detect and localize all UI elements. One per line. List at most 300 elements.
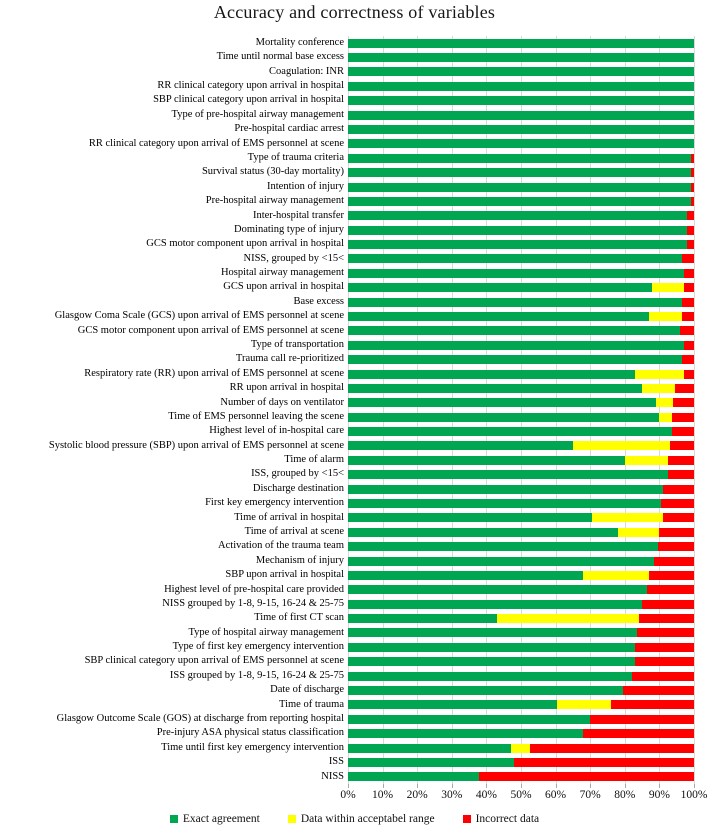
bar-segment-incorrect [623, 686, 694, 695]
bar-track [348, 744, 694, 753]
bar-segment-incorrect [635, 657, 694, 666]
bar-row [0, 482, 709, 496]
bar-segment-within-range [497, 614, 639, 623]
legend-item [463, 813, 540, 825]
bar-row [0, 266, 709, 280]
bar-track [348, 39, 694, 48]
row-label: Highest level of pre-hospital care provided [164, 583, 344, 595]
bar-track [348, 398, 694, 407]
row-label: Hospital airway management [220, 267, 344, 279]
bar-segment-exact-agreement [348, 96, 694, 105]
bar-segment-within-range [592, 513, 663, 522]
bar-segment-exact-agreement [348, 154, 691, 163]
row-label: Date of discharge [270, 684, 344, 696]
bar-segment-within-range [557, 700, 611, 709]
bar-segment-exact-agreement [348, 139, 694, 148]
bar-track [348, 600, 694, 609]
bar-track [348, 542, 694, 551]
bar-row [0, 281, 709, 295]
legend-label: Data within acceptabel range [300, 813, 435, 825]
bar-segment-incorrect [642, 600, 694, 609]
bar-segment-exact-agreement [348, 355, 682, 364]
row-label: Time of trauma [279, 698, 344, 710]
row-label: Pre-injury ASA physical status classification [156, 727, 344, 739]
bar-segment-exact-agreement [348, 211, 687, 220]
bar-track [348, 772, 694, 781]
bar-row [0, 726, 709, 740]
bar-row [0, 525, 709, 539]
bar-track [348, 183, 694, 192]
bar-row [0, 410, 709, 424]
legend-label: Exact agreement [182, 813, 260, 825]
bar-row [0, 309, 709, 323]
bar-segment-exact-agreement [348, 456, 625, 465]
bar-row [0, 396, 709, 410]
x-tick-mark [452, 784, 453, 788]
bar-segment-incorrect [514, 758, 694, 767]
bar-segment-incorrect [668, 456, 694, 465]
row-label: Pre-hospital airway management [205, 195, 344, 207]
bar-segment-exact-agreement [348, 528, 618, 537]
row-label: NISS grouped by 1-8, 9-15, 16-24 & 25-75 [162, 597, 344, 609]
bar-row [0, 223, 709, 237]
bar-segment-exact-agreement [348, 672, 632, 681]
row-label: Type of trauma criteria [247, 152, 344, 163]
bar-track [348, 269, 694, 278]
bar-segment-exact-agreement [348, 557, 654, 566]
legend-swatch-icon [170, 815, 178, 823]
bar-segment-within-range [625, 456, 668, 465]
bar-segment-incorrect [684, 370, 694, 379]
bar-segment-incorrect [637, 628, 694, 637]
row-label: Time until normal base excess [216, 51, 344, 63]
x-tick-mark [590, 784, 591, 788]
bar-segment-incorrect [687, 211, 694, 220]
bar-row [0, 439, 709, 453]
bar-track [348, 499, 694, 508]
bar-segment-incorrect [691, 168, 694, 177]
x-tick-label: 30% [441, 789, 463, 801]
bar-row [0, 65, 709, 79]
row-label: RR upon arrival in hospital [229, 382, 344, 394]
bar-segment-incorrect [670, 441, 694, 450]
row-label: First key emergency intervention [205, 497, 344, 509]
bar-track [348, 427, 694, 436]
bar-segment-incorrect [479, 772, 694, 781]
bar-row [0, 539, 709, 553]
bar-segment-incorrect [675, 384, 694, 393]
bar-segment-exact-agreement [348, 700, 557, 709]
bar-row [0, 640, 709, 654]
bar-segment-incorrect [663, 485, 694, 494]
bar-segment-incorrect [611, 700, 694, 709]
bar-track [348, 513, 694, 522]
bar-segment-exact-agreement [348, 614, 497, 623]
bar-segment-exact-agreement [348, 715, 590, 724]
bar-segment-exact-agreement [348, 729, 583, 738]
bar-segment-incorrect [663, 513, 694, 522]
bar-segment-exact-agreement [348, 125, 694, 134]
bar-segment-incorrect [682, 254, 694, 263]
bar-row [0, 554, 709, 568]
bar-segment-incorrect [687, 226, 694, 235]
bar-track [348, 226, 694, 235]
bar-segment-exact-agreement [348, 53, 694, 62]
bar-row [0, 755, 709, 769]
bar-segment-exact-agreement [348, 398, 656, 407]
row-label: Time of EMS personnel leaving the scene [168, 410, 344, 422]
bar-track [348, 470, 694, 479]
row-label: Trauma call re-prioritized [235, 353, 344, 365]
bar-segment-incorrect [654, 557, 694, 566]
bar-segment-exact-agreement [348, 585, 647, 594]
row-label: GCS motor component upon arrival in hospital [146, 238, 344, 250]
bar-segment-exact-agreement [348, 441, 573, 450]
bar-segment-incorrect [590, 715, 694, 724]
bar-track [348, 67, 694, 76]
row-label: ISS, grouped by <15< [251, 468, 344, 480]
x-tick-label: 100% [680, 789, 708, 801]
bar-row [0, 50, 709, 64]
row-label: Glasgow Coma Scale (GCS) upon arrival of EMS personnel at scene [54, 310, 344, 322]
row-label: GCS upon arrival in hospital [223, 281, 344, 293]
bar-row [0, 655, 709, 669]
bar-track [348, 341, 694, 350]
bar-track [348, 628, 694, 637]
row-label: Respiratory rate (RR) upon arrival of EMS personnel at scene [84, 367, 344, 379]
bar-track [348, 758, 694, 767]
bar-segment-within-range [649, 312, 682, 321]
bar-segment-exact-agreement [348, 485, 663, 494]
row-label: NISS, grouped by <15< [243, 252, 344, 264]
bar-segment-incorrect [530, 744, 694, 753]
bar-segment-exact-agreement [348, 269, 684, 278]
bar-row [0, 683, 709, 697]
row-label: Base excess [293, 295, 344, 307]
bar-track [348, 96, 694, 105]
bar-segment-incorrect [672, 413, 694, 422]
bar-row [0, 79, 709, 93]
bar-segment-exact-agreement [348, 542, 658, 551]
bar-segment-exact-agreement [348, 772, 479, 781]
bar-row [0, 698, 709, 712]
bar-segment-incorrect [682, 312, 694, 321]
row-label: Time of alarm [284, 454, 344, 466]
bar-segment-within-range [511, 744, 530, 753]
row-label: Number of days on ventilator [220, 396, 344, 408]
x-tick-label: 0% [340, 789, 356, 801]
row-label: Type of transportation [250, 339, 344, 350]
bar-segment-exact-agreement [348, 111, 694, 120]
bar-segment-exact-agreement [348, 657, 635, 666]
row-label: Type of hospital airway management [188, 626, 344, 638]
row-label: Highest level of in-hospital care [209, 425, 344, 437]
bar-track [348, 154, 694, 163]
row-label: Discharge destination [252, 482, 344, 494]
bar-segment-incorrect [687, 240, 694, 249]
bar-row [0, 583, 709, 597]
bar-segment-exact-agreement [348, 600, 642, 609]
bar-row [0, 367, 709, 381]
row-label: ISS [328, 756, 344, 768]
x-tick-mark [417, 784, 418, 788]
bar-row [0, 568, 709, 582]
bar-segment-incorrect [668, 470, 694, 479]
bar-row [0, 108, 709, 122]
bar-row [0, 669, 709, 683]
bar-segment-exact-agreement [348, 283, 652, 292]
bar-segment-incorrect [673, 398, 694, 407]
bar-segment-incorrect [647, 585, 694, 594]
bar-segment-incorrect [691, 154, 694, 163]
row-label: GCS motor component upon arrival of EMS personnel at scene [77, 324, 344, 336]
bar-segment-incorrect [583, 729, 694, 738]
bar-segment-incorrect [682, 355, 694, 364]
row-label: Survival status (30-day mortality) [201, 166, 344, 178]
bar-track [348, 441, 694, 450]
bar-segment-exact-agreement [348, 341, 684, 350]
row-label: SBP upon arrival in hospital [225, 569, 344, 581]
row-label: ISS grouped by 1-8, 9-15, 16-24 & 25-75 [169, 669, 344, 681]
bar-row [0, 209, 709, 223]
legend-swatch-icon [288, 815, 296, 823]
bar-track [348, 240, 694, 249]
bar-row [0, 180, 709, 194]
bar-track [348, 53, 694, 62]
bar-row [0, 453, 709, 467]
bar-segment-exact-agreement [348, 298, 682, 307]
row-label: SBP clinical category upon arrival of EMS personnel at scene [84, 655, 344, 667]
bar-segment-incorrect [649, 571, 694, 580]
bar-segment-exact-agreement [348, 628, 637, 637]
row-label: Type of pre-hospital airway management [171, 108, 344, 120]
bar-row [0, 94, 709, 108]
x-tick-label: 60% [545, 789, 567, 801]
bar-segment-incorrect [684, 283, 694, 292]
bar-segment-exact-agreement [348, 758, 514, 767]
bar-segment-incorrect [661, 499, 694, 508]
bar-track [348, 413, 694, 422]
bar-track [348, 82, 694, 91]
bar-segment-exact-agreement [348, 384, 642, 393]
x-tick-mark [659, 784, 660, 788]
bar-segment-incorrect [632, 672, 694, 681]
row-label: NISS [321, 770, 344, 782]
bar-track [348, 729, 694, 738]
bar-segment-exact-agreement [348, 312, 649, 321]
bar-segment-exact-agreement [348, 499, 661, 508]
bar-segment-exact-agreement [348, 427, 672, 436]
bar-track [348, 298, 694, 307]
bar-track [348, 211, 694, 220]
bar-row [0, 611, 709, 625]
row-label: Dominating type of injury [234, 223, 344, 235]
x-tick-label: 10% [372, 789, 394, 801]
bar-row [0, 295, 709, 309]
chart-body [0, 36, 709, 784]
bar-track [348, 111, 694, 120]
bar-segment-exact-agreement [348, 226, 687, 235]
bar-segment-exact-agreement [348, 240, 687, 249]
bar-segment-exact-agreement [348, 39, 694, 48]
x-tick-label: 90% [648, 789, 670, 801]
bar-segment-exact-agreement [348, 470, 668, 479]
bar-segment-incorrect [639, 614, 694, 623]
bar-segment-incorrect [658, 542, 694, 551]
bar-row [0, 324, 709, 338]
bar-segment-exact-agreement [348, 183, 691, 192]
bar-segment-incorrect [684, 269, 694, 278]
legend-label: Incorrect data [475, 813, 540, 825]
bar-track [348, 139, 694, 148]
bar-row [0, 381, 709, 395]
bar-track [348, 197, 694, 206]
row-label: Glasgow Outcome Scale (GOS) at discharge from reporting hospital [56, 713, 344, 724]
bar-row [0, 237, 709, 251]
x-tick-mark [486, 784, 487, 788]
bar-row [0, 511, 709, 525]
bar-track [348, 614, 694, 623]
row-label: Mortality conference [255, 36, 344, 48]
bar-row [0, 741, 709, 755]
row-label: SBP clinical category upon arrival in hospital [153, 94, 344, 106]
bar-segment-incorrect [672, 427, 694, 436]
row-label: Activation of the trauma team [218, 540, 344, 552]
bar-segment-within-range [656, 398, 673, 407]
bar-track [348, 557, 694, 566]
x-tick-mark [694, 784, 695, 788]
bar-segment-exact-agreement [348, 571, 583, 580]
legend-item [170, 813, 260, 825]
bar-track [348, 585, 694, 594]
bar-row [0, 194, 709, 208]
bar-track [348, 715, 694, 724]
bar-row [0, 165, 709, 179]
bar-track [348, 528, 694, 537]
bar-row [0, 496, 709, 510]
bar-segment-within-range [573, 441, 670, 450]
legend-swatch-icon [463, 815, 471, 823]
bar-row [0, 36, 709, 50]
x-tick-label: 80% [614, 789, 636, 801]
x-tick-mark [556, 784, 557, 788]
bar-track [348, 571, 694, 580]
bar-track [348, 254, 694, 263]
bar-segment-exact-agreement [348, 254, 682, 263]
bar-segment-within-range [635, 370, 683, 379]
x-tick-label: 20% [406, 789, 428, 801]
bar-segment-exact-agreement [348, 326, 680, 335]
bar-segment-exact-agreement [348, 413, 659, 422]
bar-segment-exact-agreement [348, 744, 511, 753]
bar-track [348, 355, 694, 364]
row-label: Coagulation: INR [269, 65, 344, 77]
bar-track [348, 657, 694, 666]
row-label: Intention of injury [267, 180, 344, 192]
bar-segment-exact-agreement [348, 643, 635, 652]
bar-segment-exact-agreement [348, 67, 694, 76]
bar-row [0, 468, 709, 482]
bar-segment-incorrect [635, 643, 694, 652]
bar-segment-within-range [659, 413, 671, 422]
bar-segment-within-range [618, 528, 660, 537]
bar-track [348, 125, 694, 134]
bar-row [0, 712, 709, 726]
bar-segment-exact-agreement [348, 513, 592, 522]
row-label: RR clinical category upon arrival of EMS personnel at scene [88, 137, 344, 149]
row-label: Inter-hospital transfer [252, 209, 344, 221]
row-label: RR clinical category upon arrival in hospital [157, 80, 344, 92]
legend-item [288, 813, 435, 825]
bar-row [0, 151, 709, 165]
bar-segment-incorrect [682, 298, 694, 307]
bar-track [348, 456, 694, 465]
bar-segment-incorrect [684, 341, 694, 350]
row-label: Pre-hospital cardiac arrest [234, 123, 344, 135]
bar-track [348, 384, 694, 393]
bar-track [348, 643, 694, 652]
x-tick-label: 50% [510, 789, 532, 801]
row-label: Mechanism of injury [255, 554, 344, 566]
bar-row [0, 137, 709, 151]
bar-segment-incorrect [680, 326, 694, 335]
bar-row [0, 597, 709, 611]
row-label: Type of first key emergency intervention [172, 641, 344, 653]
bar-track [348, 168, 694, 177]
bar-track [348, 686, 694, 695]
bar-track [348, 485, 694, 494]
bar-segment-incorrect [659, 528, 694, 537]
row-label: Time of arrival in hospital [234, 511, 344, 523]
bar-segment-incorrect [691, 183, 694, 192]
bar-row [0, 338, 709, 352]
bar-segment-within-range [652, 283, 683, 292]
bar-segment-incorrect [691, 197, 694, 206]
chart-title: Accuracy and correctness of variables [213, 2, 496, 22]
bar-segment-within-range [642, 384, 675, 393]
row-label: Time until first key emergency intervention [161, 741, 344, 753]
bar-row [0, 770, 709, 784]
bar-segment-exact-agreement [348, 370, 635, 379]
x-tick-mark [383, 784, 384, 788]
bar-row [0, 122, 709, 136]
x-tick-mark [348, 784, 349, 788]
bar-segment-exact-agreement [348, 82, 694, 91]
bar-segment-exact-agreement [348, 197, 691, 206]
bar-row [0, 626, 709, 640]
legend [0, 813, 709, 825]
bar-segment-within-range [583, 571, 649, 580]
bar-track [348, 326, 694, 335]
bar-track [348, 370, 694, 379]
bar-row [0, 424, 709, 438]
bar-segment-exact-agreement [348, 686, 623, 695]
x-tick-label: 40% [475, 789, 497, 801]
x-tick-label: 70% [579, 789, 601, 801]
x-tick-mark [625, 784, 626, 788]
bar-row [0, 252, 709, 266]
x-axis [340, 784, 708, 806]
row-label: Time of first CT scan [254, 612, 344, 624]
bar-segment-exact-agreement [348, 168, 691, 177]
x-tick-mark [521, 784, 522, 788]
row-label: Time of arrival at scene [244, 526, 344, 537]
bar-track [348, 312, 694, 321]
row-label: Systolic blood pressure (SBP) upon arrival of EMS personnel at scene [48, 439, 344, 451]
bar-track [348, 700, 694, 709]
bar-row [0, 352, 709, 366]
bar-track [348, 672, 694, 681]
